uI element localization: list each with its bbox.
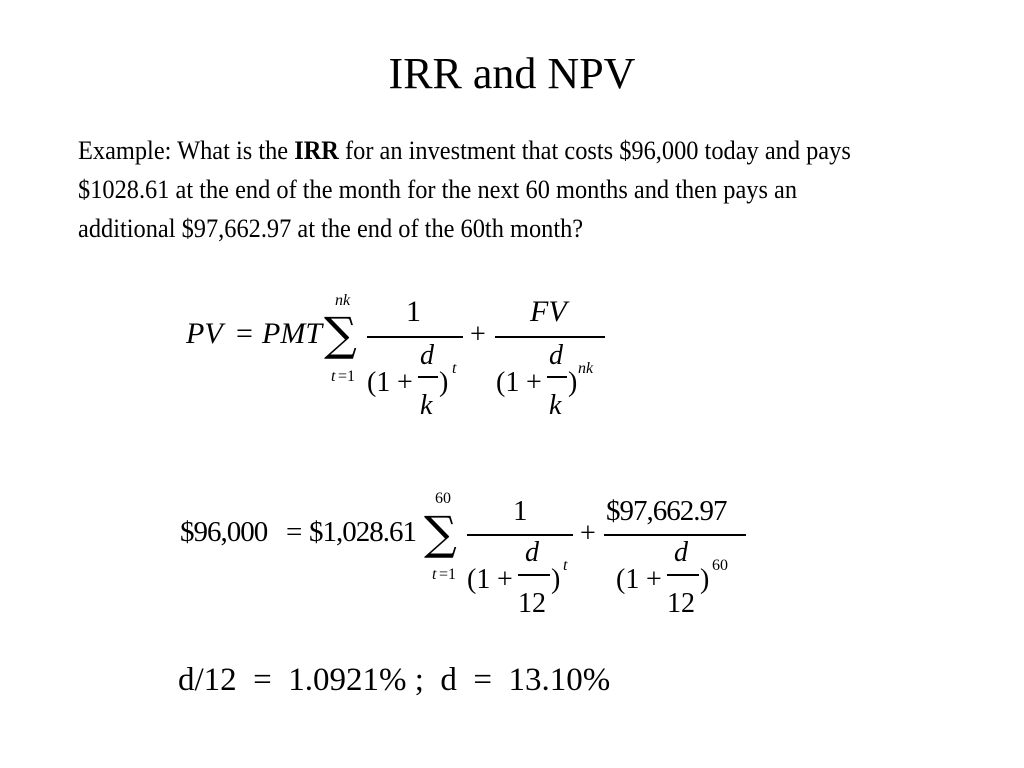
f1-equals: = (236, 317, 253, 350)
f1-den2-small-line (547, 376, 567, 378)
f2-den1-d: d (525, 537, 539, 568)
f2-fraction-line-2 (604, 534, 746, 536)
f2-den2-close: ) (700, 564, 710, 595)
f1-den1-k: k (420, 390, 433, 421)
slide-title: IRR and NPV (388, 49, 636, 98)
example-text (78, 131, 888, 248)
f1-den2-exp: nk (578, 360, 594, 377)
f2-den1-close: ) (551, 564, 561, 595)
f1-den2-close: ) (568, 367, 578, 398)
f2-den2-plus: + (646, 564, 662, 595)
f2-numerator-1: 1 (513, 495, 528, 527)
f2-plus: + (580, 518, 596, 549)
f1-sigma: ∑ (324, 307, 357, 361)
f2-den2-open: (1 (616, 564, 640, 595)
result-line: d/12 = 1.0921% ; d = 13.10% (178, 662, 611, 698)
f1-fraction-line-2 (495, 336, 605, 338)
example-suffix: for an investment that costs $96,000 today and pays $1028.61 at the end of the month for the next 60 months and then pays an additional $97,662.97 at the end of the 60th month? (78, 135, 851, 243)
example-prefix: Example: What is the (78, 135, 295, 165)
f1-den1-plus: + (397, 367, 413, 398)
f1-den1-open: (1 (367, 367, 391, 398)
f2-equals: = (286, 516, 303, 548)
f1-plus: + (470, 319, 486, 350)
f1-den1-small-line (418, 376, 438, 378)
f2-den1-exp: t (563, 557, 568, 574)
f1-lhs: PV (186, 317, 223, 350)
f1-sigma-lower-eq: =1 (338, 368, 356, 385)
f2-den1-small-line (518, 574, 550, 576)
f2-sigma-lower-t: t (432, 566, 437, 583)
f2-den2-d: d (674, 537, 688, 568)
f1-numerator-fv: FV (530, 295, 567, 328)
f2-sigma: ∑ (424, 506, 457, 560)
f2-den1-open: (1 (467, 564, 491, 595)
f1-den1-exp: t (452, 360, 457, 377)
f1-den2-k: k (549, 390, 562, 421)
f1-den2-plus: + (526, 367, 542, 398)
f2-fraction-line-1 (467, 534, 573, 536)
f1-numerator-1: 1 (406, 295, 421, 328)
f1-sigma-upper: nk (335, 292, 351, 309)
f2-den2-exp: 60 (712, 557, 728, 574)
f2-den2-small-line (667, 574, 699, 576)
f2-sigma-lower-eq: =1 (439, 566, 457, 583)
f2-den2-12: 12 (667, 588, 695, 619)
f2-pmt: $1,028.61 (309, 516, 416, 548)
f2-den1-plus: + (497, 564, 513, 595)
f1-sigma-lower-t: t (331, 368, 336, 385)
f1-fraction-line-1 (367, 336, 463, 338)
f1-den2-d: d (549, 340, 563, 371)
f2-den1-12: 12 (518, 588, 546, 619)
f1-den1-close: ) (439, 367, 449, 398)
f1-den1-d: d (420, 340, 434, 371)
f2-numerator-fv: $97,662.97 (606, 495, 727, 527)
f2-lhs: $96,000 (180, 516, 268, 548)
example-bold-irr: IRR (294, 135, 339, 165)
f2-sigma-upper: 60 (435, 490, 451, 507)
f1-pmt: PMT (262, 317, 322, 350)
f1-den2-open: (1 (496, 367, 520, 398)
